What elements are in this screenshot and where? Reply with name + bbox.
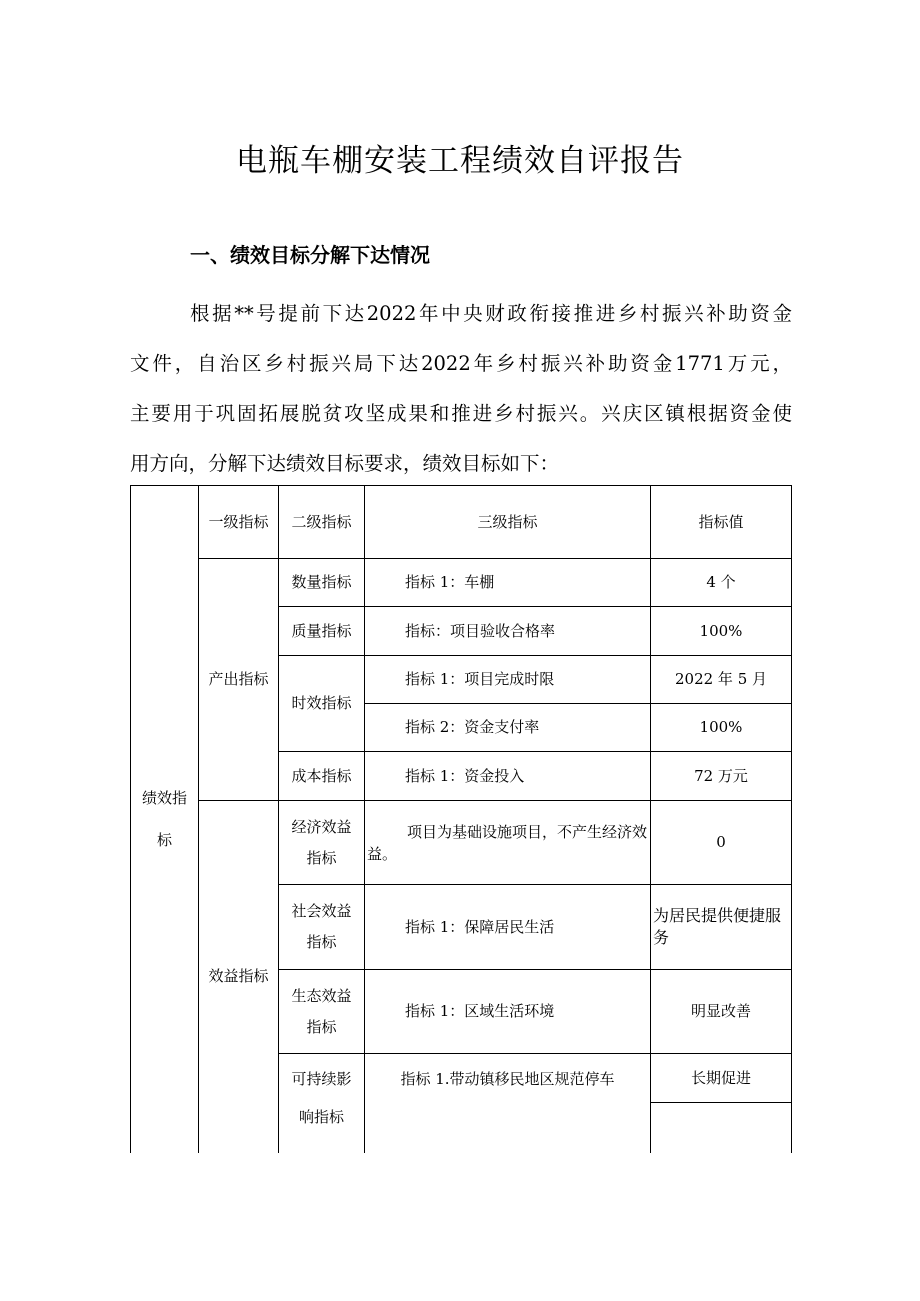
economic-label-line2: 指标 [306,848,337,867]
ecological-label [279,970,365,1054]
economic-label [279,801,365,885]
timeliness-indicator-1: 指标 1：项目完成时限 [365,656,651,704]
sustainable-label-line2: 响指标 [298,1108,344,1126]
economic-indicator: 项目为基础设施项目，不产生经济效益。 [365,801,651,885]
timeliness-label: 时效指标 [279,656,365,752]
header-level3: 三级指标 [365,486,651,559]
header-value: 指标值 [651,486,792,559]
social-label-line1: 社会效益 [291,902,352,920]
economic-label-line1: 经济效益 [291,817,352,836]
table-row [131,801,792,885]
quality-value: 100% [651,607,792,656]
paragraph-line: 文件，自治区乡村振兴局下达2022年乡村振兴补助资金1771万元， [130,352,792,375]
output-indicator-label: 产出指标 [199,559,279,801]
document-title: 电瓶车棚安装工程绩效自评报告 [236,143,684,179]
timeliness-value-2: 100% [651,704,792,752]
header-level1: 一级指标 [199,486,279,559]
social-value: 为居民提供便捷服务 [651,885,792,970]
section-heading: 一、绩效目标分解下达情况 [190,243,430,267]
quantity-indicator: 指标 1：车棚 [365,559,651,607]
cost-value: 72 万元 [651,752,792,801]
cost-label: 成本指标 [279,752,365,801]
benefit-indicator-label: 效益指标 [199,801,279,1153]
timeliness-value-1: 2022 年 5 月 [651,656,792,704]
cost-indicator: 指标 1：资金投入 [365,752,651,801]
sustainable-indicator: 指标 1.带动镇移民地区规范停车 [365,1054,651,1153]
social-label-line2: 指标 [306,933,337,951]
timeliness-indicator-2: 指标 2：资金支付率 [365,704,651,752]
table-row [131,559,792,607]
performance-indicator-label: 绩效指 标 [131,486,199,1153]
header-level2: 二级指标 [279,486,365,559]
quantity-label: 数量指标 [279,559,365,607]
ecological-value: 明显改善 [651,970,792,1054]
continued-cell [651,1103,792,1153]
sustainable-value: 长期促进 [651,1054,792,1103]
paragraph-line: 主要用于巩固拓展脱贫攻坚成果和推进乡村振兴。兴庆区镇根据资金使 [130,402,792,425]
social-indicator: 指标 1：保障居民生活 [365,885,651,970]
ecological-indicator: 指标 1：区域生活环境 [365,970,651,1054]
sustainable-label [279,1054,365,1153]
paragraph-line: 用方向，分解下达绩效目标要求，绩效目标如下： [130,452,560,475]
paragraph-line: 根据**号提前下达2022年中央财政衔接推进乡村振兴补助资金 [190,302,792,325]
quality-label: 质量指标 [279,607,365,656]
table-header-row [131,486,792,559]
ecological-label-line2: 指标 [306,1017,337,1036]
quantity-value: 4 个 [651,559,792,607]
ecological-label-line1: 生态效益 [291,986,352,1005]
sustainable-label-line1: 可持续影 [291,1070,352,1088]
performance-indicator-table [130,485,792,1153]
quality-indicator: 指标：项目验收合格率 [365,607,651,656]
social-label [279,885,365,970]
economic-value: 0 [651,801,792,885]
